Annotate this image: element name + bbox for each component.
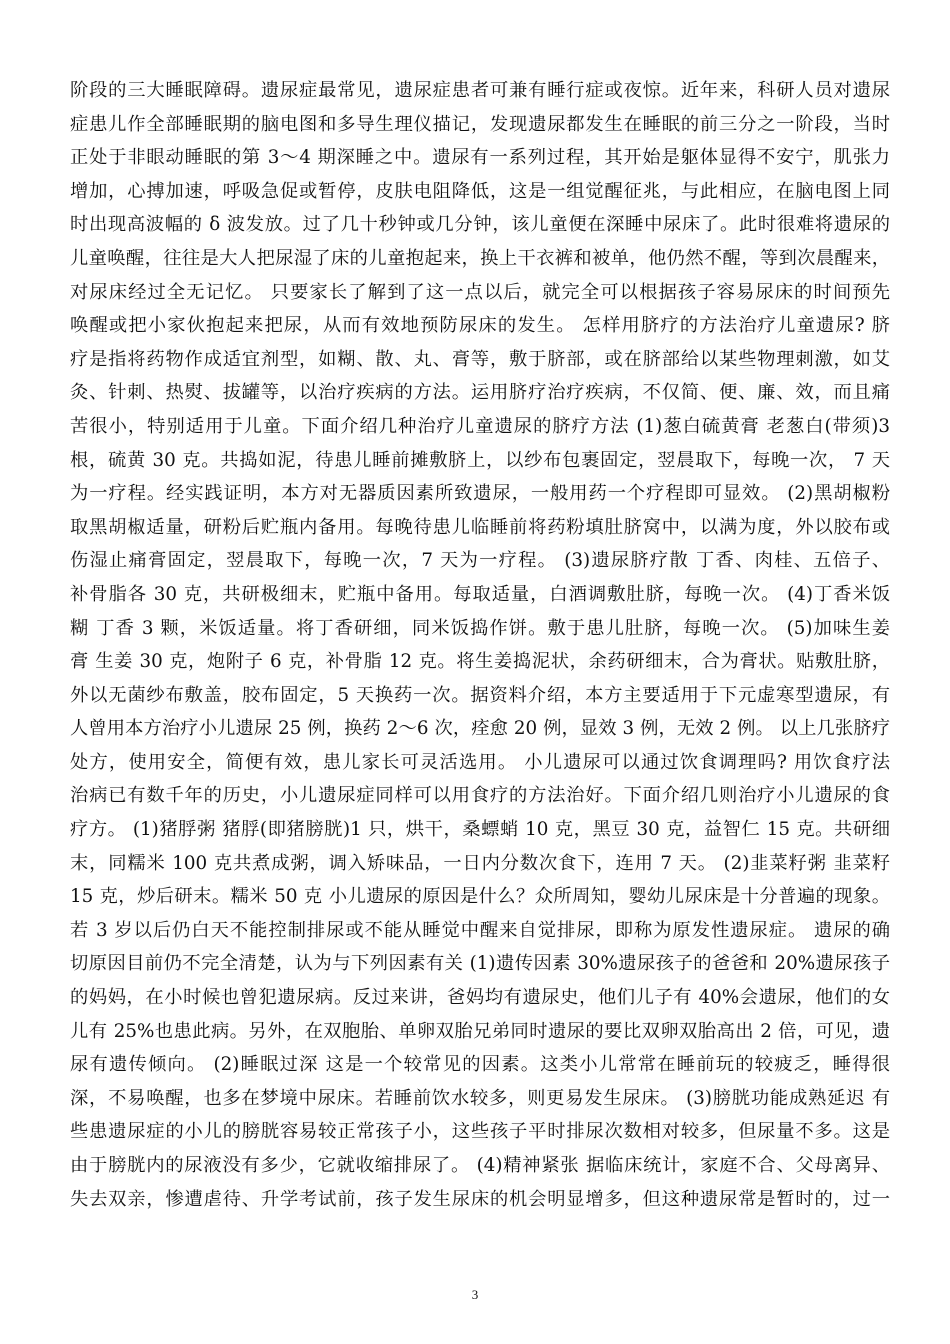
- text-line: 疗方。 (1)猪脬粥 猪脬(即猪膀胱)1 只，烘干，桑螵蛸 10 克，黑豆 30 克，益智仁 15 克。共研细: [70, 819, 890, 841]
- text-line: 治病已有数千年的历史，小儿遗尿症同样可以用食疗的方法治好。下面介绍几则治疗小儿遗尿的食: [70, 785, 890, 807]
- text-line: 深，不易唤醒，也多在梦境中尿床。若睡前饮水较多，则更易发生尿床。 (3)膀胱功能成熟延迟 有: [70, 1087, 890, 1109]
- text-line: 取黑胡椒适量，研粉后贮瓶内备用。每晚待患儿临睡前将药粉填肚脐窝中，以满为度，外以胶布或: [70, 516, 890, 538]
- text-line: 正处于非眼动睡眠的第 3～4 期深睡之中。遗尿有一系列过程，其开始是躯体显得不安宁，肌张力: [70, 147, 890, 169]
- text-line: 膏 生姜 30 克，炮附子 6 克，补骨脂 12 克。将生姜捣泥状，余药研细末，合为膏状。贴敷肚脐，: [70, 651, 890, 673]
- text-line: 苦很小，特别适用于儿童。下面介绍几种治疗儿童遗尿的脐疗方法 (1)葱白硫黄膏 老葱白(带须)3: [70, 415, 890, 437]
- text-line: 唤醒或把小家伙抱起来把尿，从而有效地预防尿床的发生。 怎样用脐疗的方法治疗儿童遗尿? 脐: [70, 315, 890, 337]
- page-number: 3: [471, 1287, 479, 1302]
- text-line: 根，硫黄 30 克。共捣如泥，待患儿睡前摊敷脐上，以纱布包裹固定，翌晨取下，每晚一次， 7 天: [70, 449, 890, 471]
- body-text: [70, 74, 890, 1216]
- text-line: 的妈妈，在小时候也曾犯遗尿病。反过来讲，爸妈均有遗尿史，他们儿子有 40%会遗尿，他们的女: [70, 987, 890, 1009]
- text-line: 处方，使用安全，简便有效，患儿家长可灵活选用。 小儿遗尿可以通过饮食调理吗? 用饮食疗法: [70, 751, 890, 773]
- text-line: 人曾用本方治疗小儿遗尿 25 例，换药 2～6 次，痊愈 20 例，显效 3 例，无效 2 例。 以上几张脐疗: [70, 718, 890, 740]
- text-line: 失去双亲，惨遭虐待、升学考试前，孩子发生尿床的机会明显增多，但这种遗尿常是暂时的，过一: [70, 1188, 890, 1210]
- text-line: 末，同糯米 100 克共煮成粥，调入矫味品，一日内分数次食下，连用 7 天。 (2)韭菜籽粥 韭菜籽: [70, 852, 890, 874]
- text-line: 灸、针刺、热熨、拔罐等，以治疗疾病的方法。运用脐疗治疗疾病，不仅简、便、廉、效，而且痛: [70, 382, 890, 404]
- text-line: 伤湿止痛膏固定，翌晨取下，每晚一次，7 天为一疗程。 (3)遗尿脐疗散 丁香、肉桂、五倍子、: [70, 550, 890, 572]
- text-line: 对尿床经过全无记忆。 只要家长了解到了这一点以后，就完全可以根据孩子容易尿床的时间预先: [70, 281, 890, 303]
- text-line: 15 克，炒后研末。糯米 50 克 小儿遗尿的原因是什么？众所周知，婴幼儿尿床是十分普遍的现象。: [70, 886, 890, 908]
- text-line: 疗是指将药物作成适宜剂型，如糊、散、丸、膏等，敷于脐部，或在脐部给以某些物理刺激，如艾: [70, 348, 890, 370]
- text-line: 些患遗尿症的小儿的膀胱容易较正常孩子小，这些孩子平时排尿次数相对较多，但尿量不多。这是: [70, 1121, 890, 1143]
- text-line: 外以无菌纱布敷盖，胶布固定，5 天换药一次。据资料介绍，本方主要适用于下元虚寒型遗尿，有: [70, 684, 890, 706]
- text-line: 阶段的三大睡眠障碍。遗尿症最常见，遗尿症患者可兼有睡行症或夜惊。近年来，科研人员对遗尿: [70, 80, 890, 101]
- text-line: 为一疗程。经实践证明，本方对无器质因素所致遗尿，一般用药一个疗程即可显效。 (2)黑胡椒粉: [70, 483, 890, 505]
- text-line: 糊 丁香 3 颗，米饭适量。将丁香研细，同米饭捣作饼。敷于患儿肚脐，每晚一次。 (5)加味生姜: [70, 617, 890, 639]
- text-line: 增加，心搏加速，呼吸急促或暂停，皮肤电阻降低，这是一组觉醒征兆，与此相应，在脑电图上同: [70, 180, 890, 202]
- text-line: 儿有 25%也患此病。另外，在双胞胎、单卵双胎兄弟同时遗尿的要比双卵双胎高出 2 倍，可见，遗: [70, 1020, 890, 1042]
- text-line: 补骨脂各 30 克，共研极细末，贮瓶中备用。每取适量，白酒调敷肚脐，每晚一次。 (4)丁香米饭: [70, 583, 890, 605]
- text-line: 儿童唤醒，往往是大人把尿湿了床的儿童抱起来，换上干衣裤和被单，他仍然不醒，等到次晨醒来，: [70, 247, 890, 269]
- text-line: 尿有遗传倾向。 (2)睡眠过深 这是一个较常见的因素。这类小儿常常在睡前玩的较疲乏，睡得很: [70, 1054, 890, 1076]
- text-line: 症患儿作全部睡眠期的脑电图和多导生理仪描记，发现遗尿都发生在睡眠的前三分之一阶段，当时: [70, 113, 890, 135]
- text-line: 切原因目前仍不完全清楚，认为与下列因素有关 (1)遗传因素 30%遗尿孩子的爸爸和 20%遗尿孩子: [70, 953, 890, 975]
- text-line: 若 3 岁以后仍白天不能控制排尿或不能从睡觉中醒来自觉排尿，即称为原发性遗尿症。 遗尿的确: [70, 919, 890, 941]
- text-line: 由于膀胱内的尿液没有多少，它就收缩排尿了。 (4)精神紧张 据临床统计，家庭不合、父母离异、: [70, 1155, 890, 1176]
- text-line: 时出现高波幅的 δ 波发放。过了几十秒钟或几分钟，该儿童便在深睡中尿床了。此时很难将遗尿的: [70, 214, 890, 236]
